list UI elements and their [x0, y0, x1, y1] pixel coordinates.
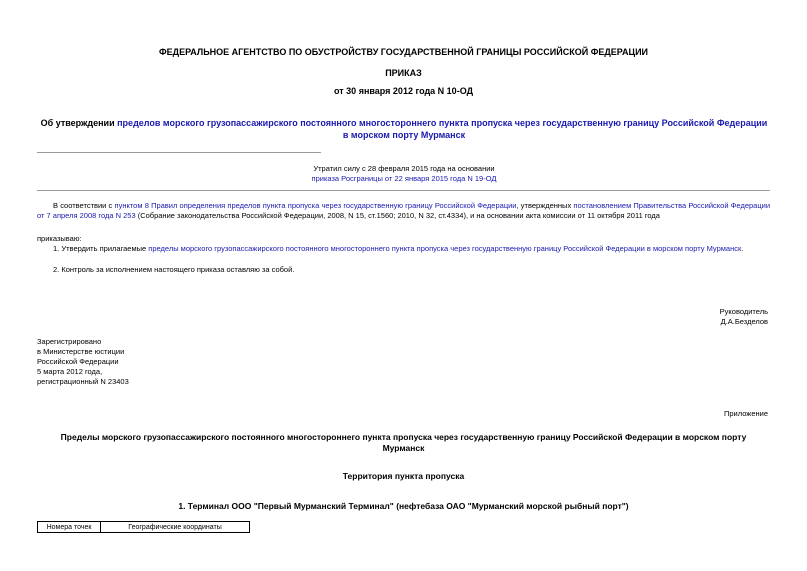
subsection-heading: 1. Терминал ООО "Первый Мурманский Терминал" (нефтебаза ОАО "Мурманский морской рыбный порт") [178, 501, 629, 511]
appendix-label: Приложение [724, 409, 768, 418]
signature-block [720, 307, 768, 327]
registration-line: регистрационный N 23403 [37, 377, 129, 386]
government-decree-link[interactable]: постановлением Правительства Российской Федерации от 7 апреля 2008 года N 253 [37, 201, 771, 220]
status-note [300, 164, 508, 184]
section-heading: Территория пункта пропуска [342, 471, 465, 481]
preamble-text: В соответствии с [53, 201, 115, 210]
registration-line: в Министерстве юстиции [37, 347, 125, 356]
order-item-text: 1. Утвердить прилагаемые [53, 244, 149, 253]
document-title [40, 117, 768, 141]
divider [37, 190, 770, 191]
registration-line: Зарегистрировано [37, 337, 102, 346]
agency-name: ФЕДЕРАЛЬНОЕ АГЕНТСТВО ПО ОБУСТРОЙСТВУ ГОСУДАРСТВЕННОЙ ГРАНИЦЫ РОССИЙСКОЙ ФЕДЕРАЦИИ [158, 47, 649, 57]
coordinates-table [37, 521, 250, 533]
appendix-title-line: Мурманск [382, 443, 425, 453]
limits-link[interactable]: пределы морского грузопассажирского постоянного многостороннего пункта пропуска через государственную границу Российской Федерации в морском порту Мурманск [148, 244, 742, 253]
divider [37, 152, 321, 153]
header-geo-coordinates: Географические координаты [101, 522, 250, 533]
order-item-text: . [741, 244, 744, 253]
table-header-row [38, 522, 250, 533]
order-item-2: 2. Контроль за исполнением настоящего приказа оставляю за собой. [53, 265, 295, 274]
registration-line: 5 марта 2012 года, [37, 367, 103, 376]
header-point-numbers: Номера точек [38, 522, 101, 533]
title-prefix: Об утверждении [40, 118, 118, 128]
status-line: Утратил силу с 28 февраля 2015 года на основании [313, 164, 495, 173]
title-link[interactable]: пределов морского грузопассажирского постоянного многостороннего пункта пропуска через государственную границу Российской Федерации в морском порту Мурманск [117, 118, 768, 140]
preamble-text: , утвержденных [516, 201, 574, 210]
status-link[interactable]: приказа Росграницы от 22 января 2015 года N 19-ОД [311, 174, 497, 183]
signer-position: Руководитель [719, 307, 768, 316]
registration-block [37, 337, 129, 387]
order-word: приказываю: [37, 234, 82, 243]
order-item-1 [53, 244, 770, 254]
appendix-title [37, 432, 770, 454]
appendix-title-line: Пределы морского грузопассажирского постоянного многостороннего пункта пропуска через государственную границу Российской Федерации в морском порту [60, 432, 747, 442]
document-date-number: от 30 января 2012 года N 10-ОД [334, 86, 473, 96]
registration-line: Российской Федерации [37, 357, 119, 366]
preamble-paragraph [37, 201, 770, 221]
preamble-text: (Собрание законодательства Российской Федерации, 2008, N 15, ст.1560; 2010, N 32, ст.4334), и на основании акта комиссии от 11 октября 2011 года [135, 211, 660, 220]
signer-name: Д.А.Безделов [720, 317, 768, 326]
document-type: ПРИКАЗ [385, 68, 422, 78]
rules-link[interactable]: пунктом 8 Правил определения пределов пункта пропуска через государственную границу Российской Федерации [114, 201, 517, 210]
